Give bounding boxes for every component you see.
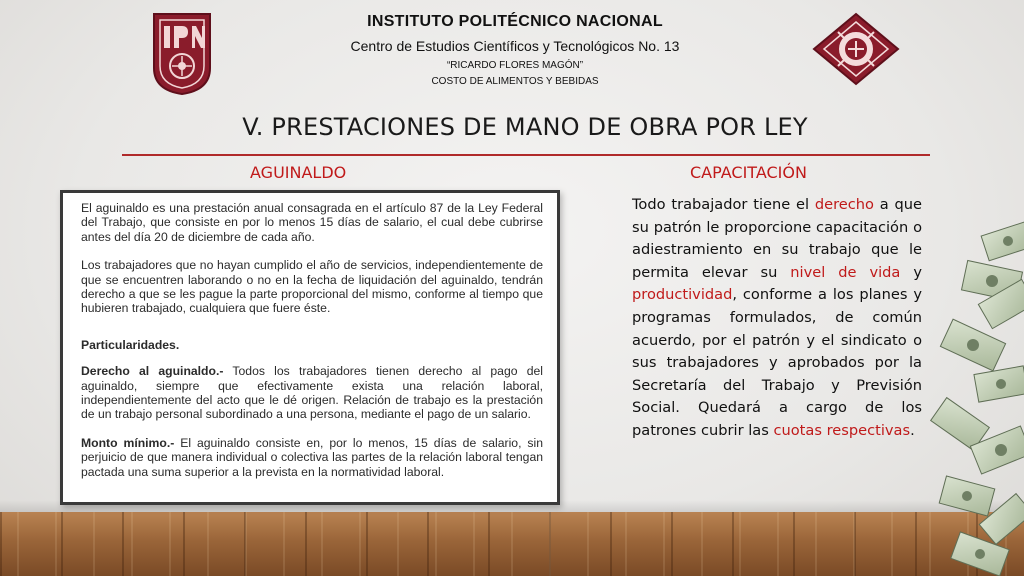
cap-highlight-derecho: derecho bbox=[814, 196, 874, 213]
capacitacion-heading: CAPACITACIÓN bbox=[690, 163, 807, 182]
aguinaldo-paragraph-1: El aguinaldo es una prestación anual consagrada en el artículo 87 de la Ley Federal del Trabajo, que consiste en por lo menos 15 días de salario, el cual debe cubrirse antes del día 20 de diciembre de cada año. bbox=[81, 201, 543, 244]
title-divider bbox=[122, 154, 930, 156]
derecho-label: Derecho al aguinaldo.- bbox=[81, 364, 224, 379]
cap-highlight-cuotas: cuotas respectivas bbox=[773, 421, 911, 439]
monto-label: Monto mínimo.- bbox=[81, 435, 175, 450]
school-name: “RICARDO FLORES MAGÓN” bbox=[446, 60, 584, 71]
derecho-paragraph bbox=[81, 364, 543, 422]
ipn-logo-icon bbox=[150, 10, 214, 96]
monto-text: El aguinaldo consiste en, por lo menos, 15 días de salario, sin perjuicio de que manera individual o colectiva las partes de la relación laboral tengan pactada una suma superior a la prevista en la normatividad laboral. bbox=[81, 435, 543, 479]
slide-title: V. PRESTACIONES DE MANO DE OBRA POR LEY bbox=[242, 113, 808, 141]
particularidades-heading: Particularidades. bbox=[81, 337, 180, 352]
cap-text-3: y bbox=[900, 263, 922, 281]
derecho-text: Todos los trabajadores tienen derecho al pago del aguinaldo, siempre que efectivamente exista una relación laboral, independientemente del acto que le dé origen. Relación de trabajo es la prestación de un trabajo personal subordinado a una persona, mediante el pago de un salario. bbox=[81, 364, 543, 422]
aguinaldo-text-box bbox=[60, 190, 560, 505]
center-name: Centro de Estudios Científicos y Tecnológicos No. 13 bbox=[350, 38, 680, 54]
cecyt-logo-icon bbox=[812, 12, 900, 86]
capacitacion-paragraph bbox=[632, 194, 922, 443]
wood-floor bbox=[0, 512, 1024, 576]
aguinaldo-paragraph-2: Los trabajadores que no hayan cumplido el año de servicios, independientemente de que se encuentren laborando o no en la fecha de liquidación del aguinaldo, tendrán derecho a que se les pague la parte proporcional del mismo, conforme al tiempo que hubieren trabajado, cualquiera que fuere éste. bbox=[81, 258, 543, 316]
cap-highlight-nivel-de-vida: nivel de vida bbox=[790, 263, 901, 281]
institute-name: INSTITUTO POLITÉCNICO NACIONAL bbox=[367, 13, 663, 30]
cap-text-5: . bbox=[910, 421, 915, 439]
cap-text-2: a que su patrón le proporcione capacitación o adiestramiento en su trabajo que le permita elevar su bbox=[632, 196, 922, 281]
monto-paragraph bbox=[81, 436, 543, 479]
falling-money-icon bbox=[924, 220, 1024, 576]
cap-text-4: , conforme a los planes y programas formulados, de común acuerdo, por el patrón y el sindicato o sus trabajadores y aprobados por la Secretaría del Trabajo y Previsión Social. Quedará a cargo de los patrones cubrir las bbox=[632, 286, 922, 439]
aguinaldo-heading: AGUINALDO bbox=[250, 163, 347, 182]
course-name: COSTO DE ALIMENTOS Y BEBIDAS bbox=[431, 76, 599, 87]
cap-text-1: Todo trabajador tiene el bbox=[632, 196, 815, 213]
cap-highlight-productividad: productividad bbox=[632, 286, 733, 304]
